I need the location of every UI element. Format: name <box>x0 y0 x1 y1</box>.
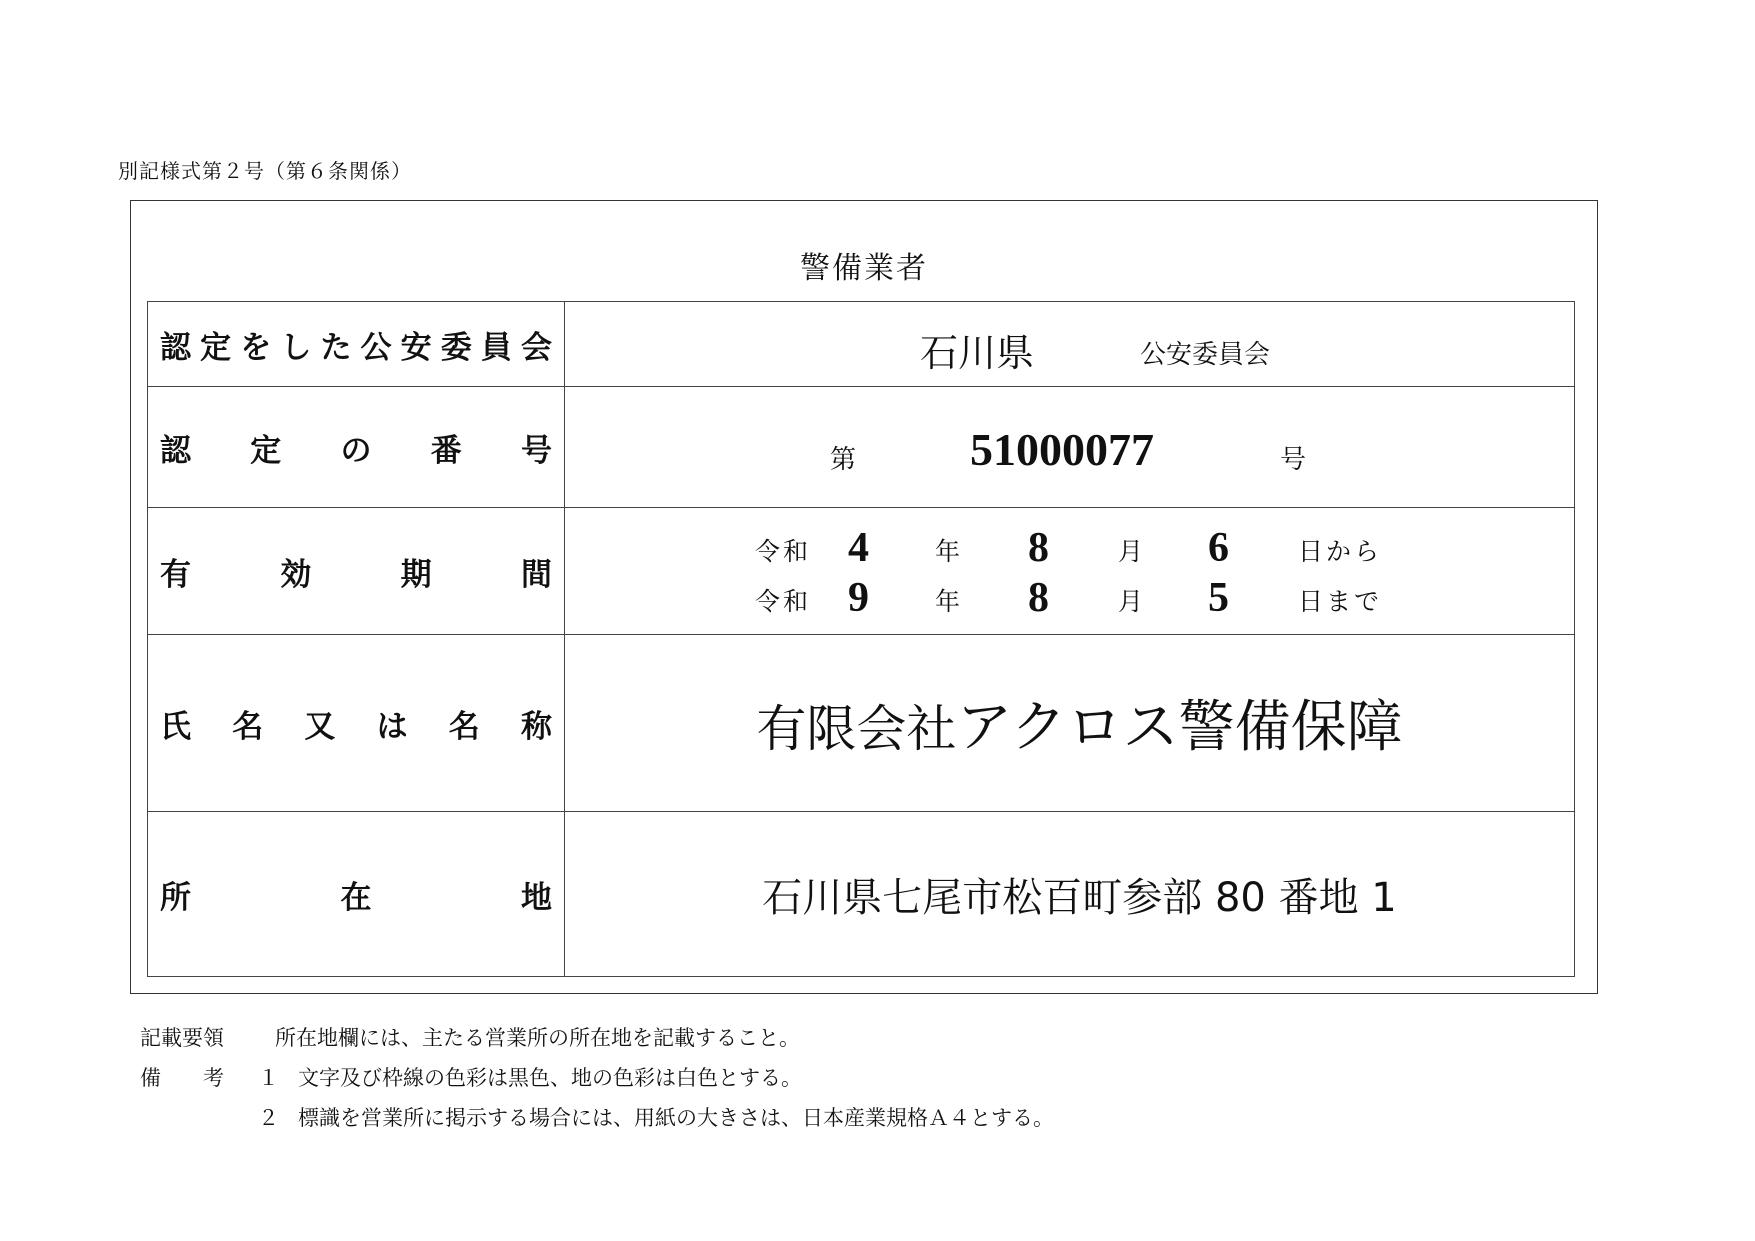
sign-table <box>147 301 1575 977</box>
label-char: 名 <box>448 708 480 745</box>
label-address <box>148 812 565 977</box>
label-char: 委 <box>440 329 472 366</box>
label-char: 定 <box>250 432 282 469</box>
label-char: 員 <box>480 329 512 366</box>
label-char: 定 <box>200 329 232 366</box>
row-commission <box>148 302 1575 387</box>
row-number <box>148 387 1575 508</box>
label-char: 地 <box>521 879 552 916</box>
label-char: 所 <box>160 879 191 916</box>
from-month: 8 <box>1028 525 1049 571</box>
label-char: 効 <box>280 556 312 593</box>
sign-frame <box>130 200 1598 994</box>
note-text: 標識を営業所に掲示する場合には、用紙の大きさは、日本産業規格Ａ４とする。 <box>298 1106 1054 1130</box>
label-char: 氏 <box>160 708 191 745</box>
label-char: の <box>340 432 372 469</box>
label-number <box>148 387 565 508</box>
label-char: 期 <box>400 556 432 593</box>
commission-prefecture: 石川県 <box>920 331 1035 375</box>
value-period <box>565 508 1575 635</box>
note-num: １ <box>258 1066 279 1090</box>
label-name <box>148 635 565 812</box>
row-name <box>148 635 1575 812</box>
value-name <box>565 635 1575 812</box>
to-month-unit: 月 <box>1118 587 1147 616</box>
form-number: 別記様式第２号（第６条関係） <box>118 159 412 183</box>
label-char: 又 <box>304 708 336 745</box>
label-period <box>148 508 565 635</box>
from-day-unit: 日から <box>1298 537 1383 566</box>
label-commission <box>148 302 565 387</box>
sign-title: 警備業者 <box>800 251 928 286</box>
label-char: 認 <box>160 432 191 469</box>
note-text: 文字及び枠線の色彩は黒色、地の色彩は白色とする。 <box>298 1066 802 1090</box>
from-day: 6 <box>1208 525 1229 571</box>
number-suffix: 号 <box>1280 445 1307 475</box>
commission-suffix: 公安委員会 <box>1140 340 1271 370</box>
from-era: 令和 <box>755 537 812 566</box>
from-year-unit: 年 <box>935 537 964 566</box>
note-num: ２ <box>258 1106 279 1130</box>
certification-number: 51000077 <box>970 424 1154 475</box>
value-commission <box>565 302 1575 387</box>
note-head: 備 考 <box>140 1066 224 1090</box>
value-address: 石川県七尾市松百町参部 80 番地 1 <box>565 812 1575 977</box>
to-year: 9 <box>848 575 869 621</box>
label-char: し <box>280 329 312 366</box>
row-period <box>148 508 1575 635</box>
note-text: 所在地欄には、主たる営業所の所在地を記載すること。 <box>275 1026 800 1050</box>
period-to <box>755 572 1455 622</box>
label-char: は <box>376 708 408 745</box>
value-number <box>565 387 1575 508</box>
label-char: 有 <box>160 556 191 593</box>
row-address <box>148 812 1575 977</box>
label-char: 会 <box>520 329 552 366</box>
label-char: 間 <box>520 556 552 593</box>
label-char: 号 <box>521 432 552 469</box>
label-char: た <box>320 329 352 366</box>
from-year: 4 <box>848 525 869 571</box>
label-char: 番 <box>430 432 462 469</box>
from-month-unit: 月 <box>1118 537 1147 566</box>
number-prefix: 第 <box>830 445 857 475</box>
label-char: 認 <box>160 329 191 366</box>
to-month: 8 <box>1028 575 1049 621</box>
name-prefix: 有限会社 <box>756 700 957 758</box>
to-year-unit: 年 <box>935 587 964 616</box>
to-era: 令和 <box>755 587 812 616</box>
label-char: 名 <box>232 708 264 745</box>
label-char: 在 <box>340 879 372 916</box>
label-char: 公 <box>360 329 392 366</box>
label-char: を <box>240 329 272 366</box>
period-from <box>755 522 1455 572</box>
to-day: 5 <box>1208 575 1229 621</box>
name-main: アクロス警備保障 <box>956 695 1403 760</box>
note-head: 記載要領 <box>140 1026 224 1050</box>
to-day-unit: 日まで <box>1298 587 1383 616</box>
label-char: 安 <box>400 329 432 366</box>
label-char: 称 <box>520 708 552 745</box>
